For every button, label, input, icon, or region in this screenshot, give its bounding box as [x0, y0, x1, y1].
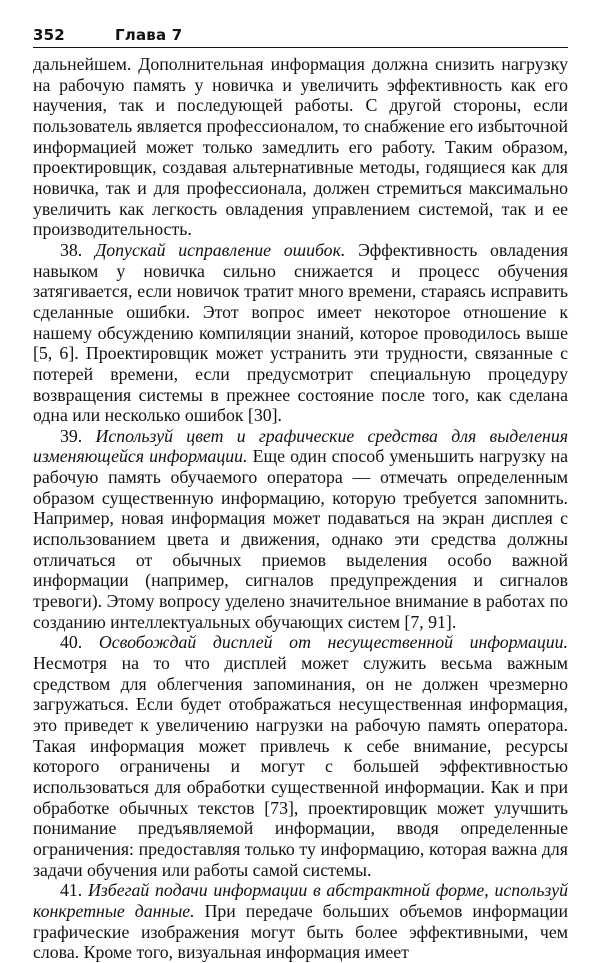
rule-number: 39. — [60, 425, 83, 446]
rule-text: Эффективность овладения навыком у новичка сильно снижается и процесс обучения затягивается, если новичок тратит много времени, стараясь исправить сделанные ошибки. Этот вопрос имеет некоторое отношение к нашему обсуждению компиляции знаний, которое проводилось выше [5, 6]. Проектировщик может устранить эти трудности, связанные с потерей времени, если предусмотрит специальную процедуру возвращения системы в прежнее состояние после того, как сделана одна или несколько ошибок [30]. — [33, 239, 569, 426]
rule-number: 40. — [60, 632, 83, 653]
rule-number: 41. — [60, 880, 83, 901]
rule-title: Избегай подачи информации в абстрактной форме, используй конкретные данные. — [33, 880, 569, 921]
rule-title: Допускай исправление ошибок. — [94, 239, 346, 260]
paragraph-text: дальнейшем. Дополнительная информация должна снизить нагрузку на рабочую память у новичка и увеличить эффективность как его научения, так и последующей работы. С другой стороны, если пользователь является профессионалом, то снабжение его избыточной информацией может только замедлить его работу. Таким образом, проектировщик, создавая альтернативные методы, годящиеся как для новичка, так и для профессионала, должен стремиться максимально увеличить как легкость овладения управлением системой, так и ее производительность. — [33, 54, 568, 240]
rule-number: 38. — [60, 239, 83, 260]
page-number: 352 — [33, 26, 65, 44]
rule-40 — [33, 632, 568, 880]
rule-title: Используй цвет и графические средства для выделения изменяющейся информации. — [33, 425, 568, 467]
running-head — [33, 26, 568, 48]
rule-39 — [33, 426, 568, 633]
book-page — [33, 26, 568, 963]
rule-text: Несмотря на то что дисплей может служить весьма важным средством для облегчения запоминания, он не должен чрезмерно загружаться. Если будет отображаться несущественная информация, это приведет к увеличению нагрузки на рабочую память оператора. Такая информация может привлечь к себе внимание, ресурсы которого ограничены и могут с большей эффективностью использоваться для обработки существенной информации. Как и при обработке обычных текстов [73], проектировщик может улучшить понимание предъявляемой информации, вводя определенные ограничения: предоставляя только ту информацию, которая важна для задачи обучения или работы самой системы. — [33, 653, 568, 880]
body-text — [33, 54, 568, 963]
rule-text: Еще один способ уменьшить нагрузку на рабочую память обучаемого оператора — отмечать определенным образом существенную информацию, которую требуется запомнить. Например, новая информация может подаваться на экран дисплея с использованием цвета и движения, однако эти средства должны отличаться от обычных приемов выделения особо важной информации (например, сигналов предупреждения и сигналов тревоги). Этому вопросу уделено значительное внимание в работах по созданию интеллектуальных обучающих систем [7, 91]. — [33, 446, 568, 632]
rule-text: При передаче больших объемов информации графические изображения могут быть более эффективными, чем слова. Кроме того, визуальная информация имеет — [33, 900, 569, 963]
rule-38 — [33, 240, 568, 426]
paragraph-continuation — [33, 54, 568, 240]
rule-41 — [33, 880, 568, 963]
chapter-title: Глава 7 — [115, 26, 183, 44]
rule-title: Освобождай дисплей от несущественной информации. — [98, 632, 568, 653]
